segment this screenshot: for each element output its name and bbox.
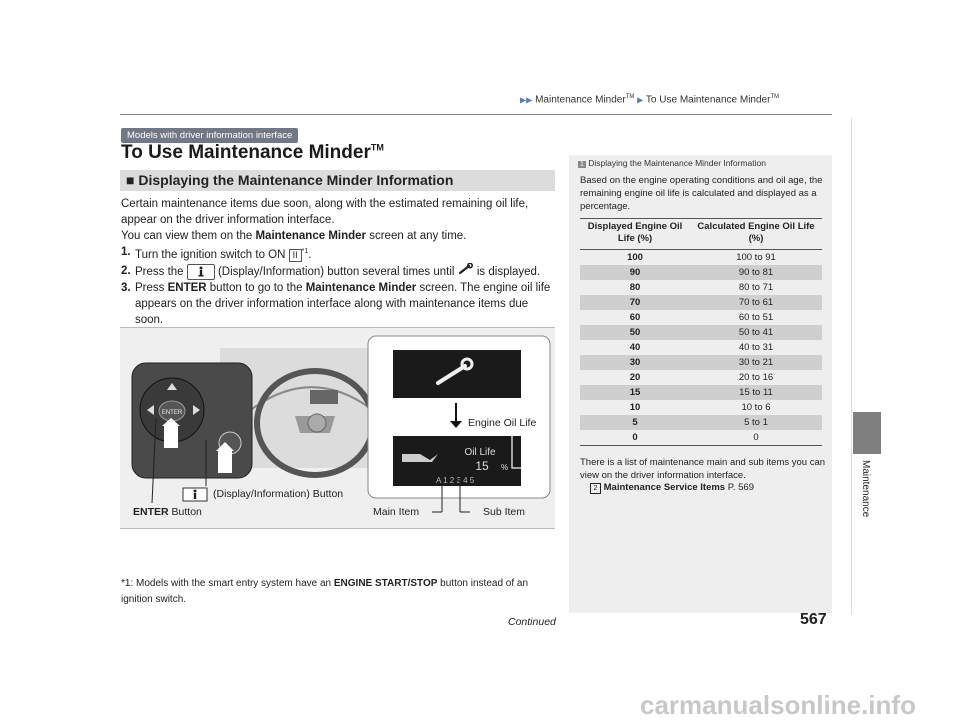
cell: 70: [580, 295, 690, 310]
cell: 70 to 61: [690, 295, 822, 310]
cell: 40 to 31: [738, 342, 774, 353]
text: button instead of an ignition switch.: [121, 578, 529, 605]
display-info-button-label: (Display/Information) Button: [213, 488, 344, 500]
paragraph: Certain maintenance items due soon, along with the estimated remaining oil life, appear on the driver information interface.: [121, 198, 529, 226]
text: Press the: [135, 265, 187, 278]
bold-text: ENGINE START/STOP: [333, 578, 438, 589]
main-item-label: Main Item: [373, 506, 420, 518]
text: .: [308, 248, 312, 261]
note-icon: 1: [580, 161, 584, 168]
margin-divider: [851, 118, 852, 615]
cell: 80: [629, 282, 641, 293]
step-number: 1.: [121, 246, 131, 258]
table-row: [580, 295, 822, 310]
column-header: Displayed Engine Oil Life (%): [580, 219, 690, 250]
table-row: [580, 430, 822, 446]
bold-text: Maintenance Minder: [255, 230, 367, 242]
page-title: [121, 142, 384, 164]
text: (Display/Information) button several times until: [214, 265, 458, 278]
cell: 15 to 11: [690, 385, 822, 400]
cell: 0: [690, 430, 822, 446]
reference-arrow-icon: 2: [590, 483, 601, 494]
enter-key-label: ENTER: [161, 410, 183, 416]
table-row: [580, 265, 822, 280]
page-number: 567: [800, 611, 827, 628]
table-row: [580, 370, 822, 385]
text: *1: Models with the smart entry system have an: [121, 578, 334, 589]
step-number: 3.: [121, 281, 131, 294]
text: Button: [168, 506, 202, 518]
table-row: [580, 250, 822, 266]
sidebar-list-text: There is a list of maintenance main and sub items you can view on the driver information interface.: [580, 457, 826, 481]
bold-text: ENTER: [133, 506, 169, 518]
text: screen. The engine oil life appears on the driver information interface along with maintenance items due soon.: [135, 281, 551, 326]
paragraph: [121, 228, 553, 244]
display-info-button-icon: [187, 264, 215, 280]
reference-title: Maintenance Service Items: [603, 482, 726, 493]
cell: 5: [580, 415, 690, 430]
step-1: [121, 244, 553, 263]
cell: 10: [629, 402, 641, 413]
cell: 50: [580, 325, 690, 340]
table-row: [580, 280, 822, 295]
trademark: TM: [370, 142, 384, 153]
step-2: [121, 263, 553, 280]
breadcrumb: [520, 94, 779, 105]
cell: 30 to 21: [690, 355, 822, 370]
cell: 100: [627, 252, 643, 263]
chapter-label: Maintenance: [860, 460, 871, 518]
text: button to go to the: [206, 281, 306, 294]
footnote-ref: *1: [301, 248, 309, 255]
chapter-tab[interactable]: [853, 412, 881, 454]
oil-life-table: [580, 218, 822, 446]
watermark: carmanualsonline.info: [640, 690, 916, 720]
table-row: [580, 400, 822, 415]
step-number: 2.: [121, 264, 131, 277]
cell: 30: [580, 355, 690, 370]
cell: 100 to 91: [736, 252, 776, 263]
table-row: [580, 385, 822, 400]
cell: 40: [629, 342, 641, 353]
cross-reference-link[interactable]: [590, 482, 754, 494]
cell: 10 to 6: [741, 402, 771, 413]
breadcrumb-arrow-icon: ▶▶: [520, 95, 533, 105]
breadcrumb-part1: Maintenance Minder: [535, 94, 626, 106]
screen-percent-sign: %: [501, 463, 509, 472]
section-title: [126, 172, 453, 188]
footnote: [121, 576, 561, 608]
trademark: TM: [770, 94, 780, 100]
table-row: [580, 355, 822, 370]
sidebar-heading: [578, 158, 766, 168]
square-bullet-icon: ■: [126, 172, 135, 188]
breadcrumb-arrow-icon: ▶: [637, 95, 644, 105]
table-row: [580, 340, 822, 355]
column-header: Calculated Engine Oil Life (%): [690, 219, 822, 250]
table-row: [580, 325, 822, 340]
screen-item-codes: A 1 2 3 4 5: [436, 476, 475, 485]
sidebar-intro: Based on the engine operating conditions and oil age, the remaining engine oil life is calculated and displayed as a percentage.: [580, 175, 823, 212]
table-header: [580, 219, 822, 250]
body-text: [121, 196, 553, 328]
enter-button-label: [133, 506, 202, 518]
cell: 50 to 41: [690, 325, 822, 340]
cell: 20 to 16: [738, 372, 774, 383]
text: Press: [135, 281, 168, 294]
cell: 60: [629, 312, 641, 323]
screen-percent: 15: [475, 459, 489, 473]
header-rule: [120, 114, 832, 115]
continued-label: Continued: [508, 616, 556, 628]
text: screen at any time.: [366, 230, 467, 242]
bold-text: ENTER: [167, 281, 207, 294]
wrench-icon: [458, 266, 474, 278]
text: You can view them on the: [121, 230, 256, 242]
text: is displayed.: [473, 265, 541, 278]
cell: 5 to 1: [690, 415, 822, 430]
cell: 80 to 71: [738, 282, 774, 293]
breadcrumb-part2: To Use Maintenance Minder: [645, 94, 771, 106]
sidebar-heading-text: Displaying the Maintenance Minder Information: [588, 158, 766, 168]
table-row: [580, 310, 822, 325]
cell: 0: [580, 430, 690, 446]
table-row: [580, 415, 822, 430]
cell: 60 to 51: [738, 312, 774, 323]
bold-text: Maintenance Minder: [305, 281, 417, 294]
trademark: TM: [625, 94, 635, 100]
model-badge: Models with driver information interface: [121, 128, 298, 143]
step-3: [121, 280, 553, 328]
section-title-text: Displaying the Maintenance Minder Information: [138, 172, 454, 188]
cell: 90: [580, 265, 690, 280]
reference-page: P. 569: [725, 482, 754, 493]
ignition-position-icon: II: [289, 249, 302, 262]
cell: 90 to 81: [690, 265, 822, 280]
cell: 20: [629, 372, 641, 383]
text: Turn the ignition switch to ON: [135, 248, 289, 261]
engine-oil-life-label: Engine Oil Life: [468, 417, 537, 429]
screen-oil-life-title: Oil Life: [464, 447, 496, 458]
instrument-figure: [120, 327, 555, 529]
page-title-text: To Use Maintenance Minder: [121, 142, 371, 163]
cell: 15: [580, 385, 690, 400]
sub-item-label: Sub Item: [483, 506, 526, 518]
